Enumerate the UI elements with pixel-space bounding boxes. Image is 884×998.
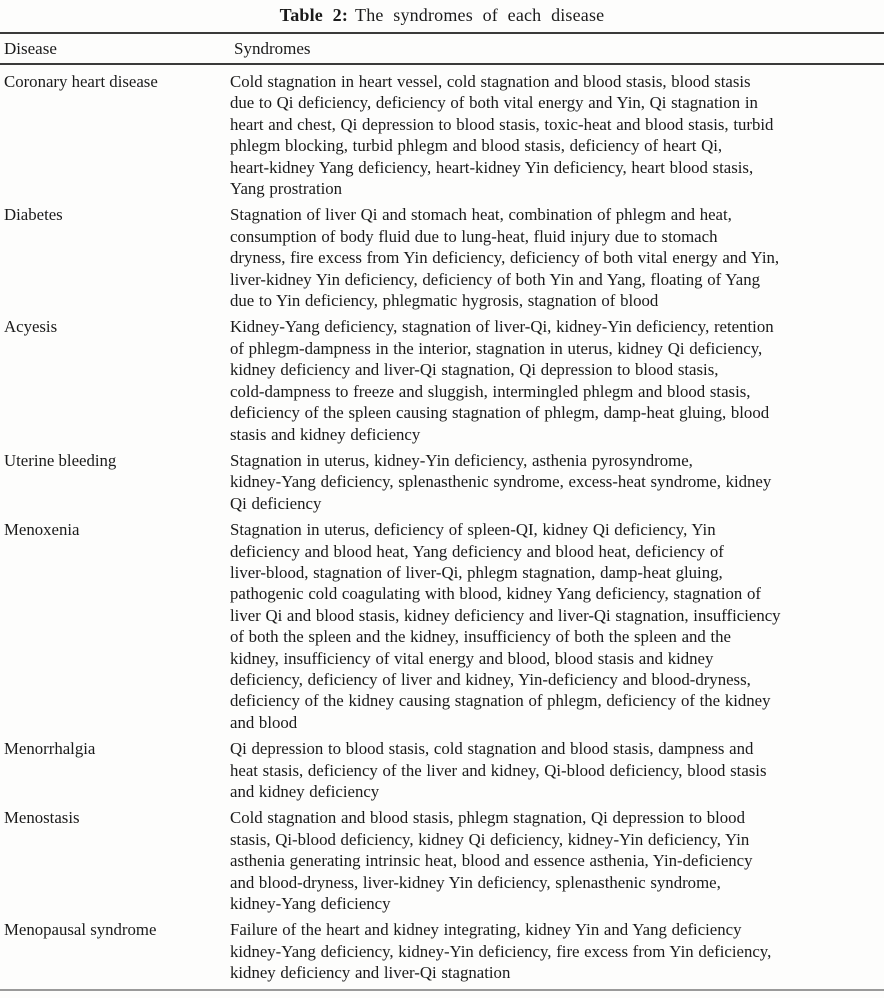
syndrome-line: and kidney deficiency	[230, 782, 380, 801]
syndrome-line: kidney deficiency and liver-Qi stagnation	[230, 963, 511, 983]
table-row	[0, 738, 884, 802]
syndromes-cell	[230, 71, 878, 199]
syndrome-line: kidney deficiency and liver-Qi stagnation, Qi depression to blood stasis,	[230, 360, 719, 380]
syndrome-line: consumption of body fluid due to lung-heat, fluid injury due to stomach	[230, 226, 718, 246]
disease-cell: Coronary heart disease	[4, 72, 158, 91]
syndromes-cell	[230, 450, 878, 514]
syndrome-line: Cold stagnation and blood stasis, phlegm stagnation, Qi depression to blood	[230, 808, 745, 828]
rule-bottom	[0, 989, 884, 991]
syndrome-line: kidney-Yang deficiency, splenasthenic syndrome, excess-heat syndrome, kidney	[230, 472, 772, 492]
syndrome-line: dryness, fire excess from Yin deficiency, deficiency of both vital energy and Yin,	[230, 248, 780, 268]
syndrome-line: and blood	[230, 712, 298, 732]
syndrome-line: asthenia generating intrinsic heat, blood and essence asthenia, Yin-deficiency	[230, 851, 753, 871]
syndrome-line: heart-kidney Yang deficiency, heart-kidney Yin deficiency, heart blood stasis,	[230, 157, 754, 177]
syndrome-line: and blood-dryness, liver-kidney Yin deficiency, splenasthenic syndrome,	[230, 872, 721, 892]
syndrome-line: pathogenic cold coagulating with blood, kidney Yang deficiency, stagnation of	[230, 584, 762, 604]
syndrome-line: due to Qi deficiency, deficiency of both vital energy and Yin, Qi stagnation in	[230, 93, 758, 113]
table-row	[0, 807, 884, 914]
table-row	[0, 519, 884, 733]
syndrome-line: stasis and kidney deficiency	[230, 424, 421, 444]
table-row	[0, 71, 884, 199]
disease-cell: Menostasis	[4, 808, 80, 828]
syndrome-line: heart and chest, Qi depression to blood stasis, toxic-heat and blood stasis, turbid	[230, 114, 774, 134]
disease-cell: Menoxenia	[4, 520, 80, 540]
syndrome-line: phlegm blocking, turbid phlegm and blood stasis, deficiency of heart Qi,	[230, 136, 723, 156]
syndrome-line: due to Yin deficiency, phlegmatic hygrosis, stagnation of blood	[230, 291, 659, 311]
disease-cell: Acyesis	[4, 317, 58, 337]
syndrome-line: deficiency of the kidney causing stagnation of phlegm, deficiency of the kidney	[230, 691, 771, 711]
syndrome-line: kidney, insufficiency of vital energy and blood, blood stasis and kidney	[230, 648, 714, 668]
table-caption-text: The syndromes of each disease	[355, 5, 605, 25]
syndromes-cell	[230, 919, 878, 983]
column-header-syndromes: Syndromes	[234, 39, 311, 58]
syndrome-line: Stagnation in uterus, deficiency of spleen-QI, kidney Qi deficiency, Yin	[230, 520, 716, 540]
table-row	[0, 204, 884, 311]
syndrome-line: Qi deficiency	[230, 493, 322, 513]
table-caption-number: Table 2:	[279, 5, 349, 25]
syndrome-line: of both the spleen and the kidney, insufficiency of both the spleen and the	[230, 627, 731, 647]
syndrome-line: kidney-Yang deficiency, kidney-Yin deficiency, fire excess from Yin deficiency,	[230, 941, 772, 961]
table-row	[0, 316, 884, 444]
syndromes-cell	[230, 204, 878, 311]
disease-cell: Menopausal syndrome	[4, 920, 157, 940]
syndrome-line: liver-blood, stagnation of liver-Qi, phlegm stagnation, damp-heat gluing,	[230, 562, 723, 582]
syndrome-line: liver-kidney Yin deficiency, deficiency of both Yin and Yang, floating of Yang	[230, 269, 760, 289]
table-row	[0, 919, 884, 983]
syndrome-line: Qi depression to blood stasis, cold stagnation and blood stasis, dampness and	[230, 739, 754, 759]
disease-cell: Menorrhalgia	[4, 739, 96, 759]
column-header-disease: Disease	[4, 39, 57, 58]
syndrome-line: cold-dampness to freeze and sluggish, intermingled phlegm and blood stasis,	[230, 381, 751, 401]
syndrome-line: stasis, Qi-blood deficiency, kidney Qi deficiency, kidney-Yin deficiency, Yin	[230, 829, 750, 849]
syndrome-line: kidney-Yang deficiency	[230, 894, 391, 914]
syndrome-line: Cold stagnation in heart vessel, cold stagnation and blood stasis, blood stasis	[230, 72, 751, 91]
syndrome-line: deficiency of the spleen causing stagnation of phlegm, damp-heat gluing, blood	[230, 403, 770, 423]
syndrome-line: heat stasis, deficiency of the liver and kidney, Qi-blood deficiency, blood stasis	[230, 760, 767, 780]
syndromes-cell	[230, 519, 878, 733]
syndrome-line: Kidney-Yang deficiency, stagnation of liver-Qi, kidney-Yin deficiency, retention	[230, 317, 774, 337]
syndrome-line: Failure of the heart and kidney integrating, kidney Yin and Yang deficiency	[230, 920, 742, 940]
syndrome-line: Stagnation of liver Qi and stomach heat, combination of phlegm and heat,	[230, 205, 732, 225]
table-caption	[0, 0, 884, 32]
syndrome-line: Yang prostration	[230, 179, 343, 199]
syndromes-cell	[230, 738, 878, 802]
table-header-row	[0, 34, 884, 63]
table-body	[0, 65, 884, 984]
syndrome-line: of phlegm-dampness in the interior, stagnation in uterus, kidney Qi deficiency,	[230, 338, 763, 358]
disease-cell: Uterine bleeding	[4, 450, 117, 470]
table-row	[0, 450, 884, 514]
syndromes-cell	[230, 316, 878, 444]
syndrome-line: deficiency, deficiency of liver and kidney, Yin-deficiency and blood-dryness,	[230, 669, 751, 689]
syndromes-cell	[230, 807, 878, 914]
syndrome-line: deficiency and blood heat, Yang deficiency and blood heat, deficiency of	[230, 541, 724, 561]
syndrome-line: Stagnation in uterus, kidney-Yin deficiency, asthenia pyrosyndrome,	[230, 450, 693, 470]
disease-cell: Diabetes	[4, 205, 63, 225]
syndrome-line: liver Qi and blood stasis, kidney deficiency and liver-Qi stagnation, insufficiency	[230, 605, 781, 625]
